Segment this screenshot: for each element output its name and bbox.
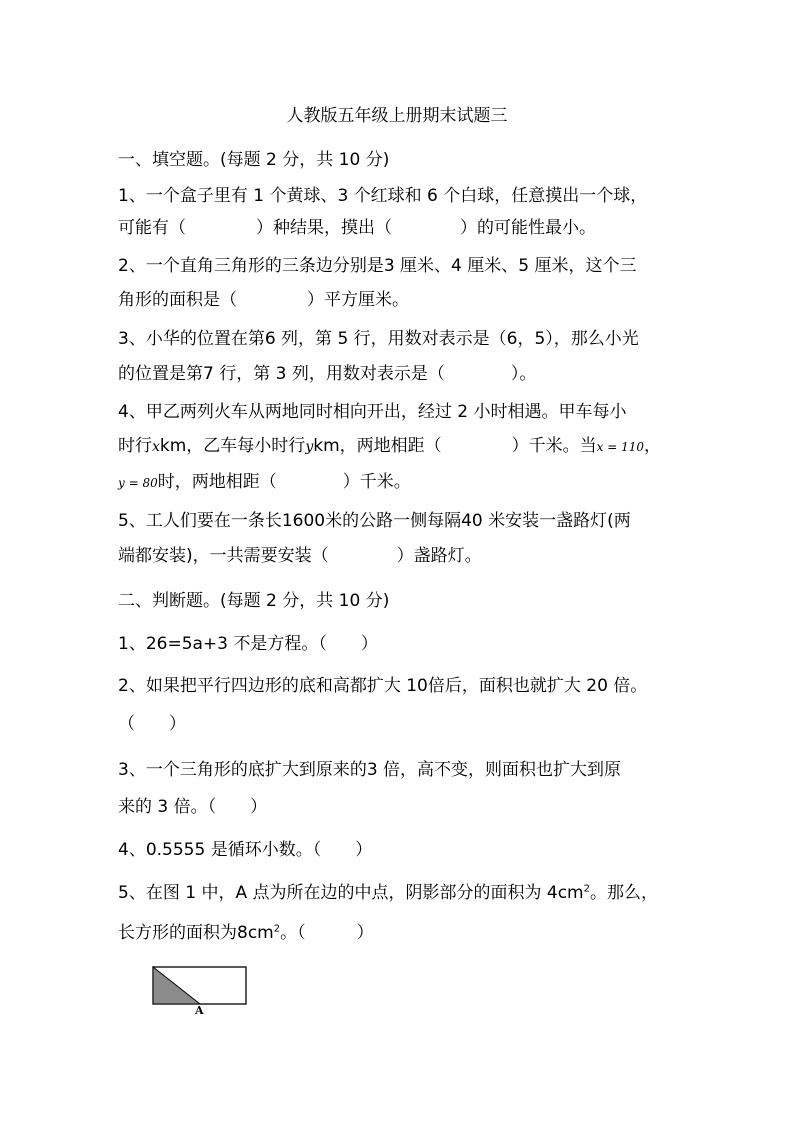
q5-text-a: 端都安装)，一共需要安装（	[118, 546, 329, 566]
judge-q5-text-b: 。那么，	[589, 883, 658, 903]
judge-q3-line2: 来的 3 倍。（ ）	[118, 797, 268, 817]
q5-line2	[118, 544, 482, 568]
judge-q5-line1	[118, 881, 658, 905]
q2-text-a: 角形的面积是（	[118, 290, 237, 310]
q4-text-c: km，两地相距（	[313, 436, 442, 456]
q4-var-x: x	[152, 439, 160, 455]
judge-q5-line2	[118, 921, 374, 945]
q4-text-b: km，乙车每小时行	[159, 436, 306, 456]
q5-line1: 5、工人们要在一条长1600米的公路一侧每隔40 米安装一盏路灯(两	[118, 511, 631, 531]
section2-heading: 二、判断题。(每题 2 分，共 10 分)	[118, 591, 390, 611]
q4-text-e: ，	[644, 436, 661, 456]
figure-rectangle	[152, 966, 248, 1006]
judge-q1: 1、26=5a+3 不是方程。（ ）	[118, 634, 378, 654]
point-a-label: A	[195, 1004, 204, 1017]
q4-line2	[118, 434, 661, 459]
q1-line2	[118, 216, 596, 240]
q5-text-b: ）盏路灯。	[396, 546, 482, 566]
q4-cond-x: x = 110	[596, 440, 644, 454]
q4-line3	[118, 470, 411, 495]
q1-text-a: 可能有（	[118, 218, 186, 238]
section1-heading: 一、填空题。(每题 2 分，共 10 分)	[118, 150, 390, 170]
q2-line2	[118, 288, 409, 312]
q4-text-a: 时行	[118, 436, 152, 456]
q2-text-b: ）平方厘米。	[307, 290, 409, 310]
q3-text-a: 的位置是第7 行，第 3 列，用数对表示是（	[118, 364, 445, 384]
q3-text-b: ）。	[510, 364, 537, 384]
q4-cond-y: y = 80	[118, 476, 158, 490]
q3-line1: 3、小华的位置在第6 列，第 5 行，用数对表示是（6，5），那么小光	[118, 329, 639, 349]
q4-text-d: ）千米。当	[511, 436, 597, 456]
q4-text-f: 时，两地相距（	[157, 472, 277, 492]
q1-line1: 1、一个盒子里有 1 个黄球、3 个红球和 6 个白球，任意摸出一个球，	[118, 186, 648, 206]
judge-q2-line2[interactable]: （ ）	[118, 714, 186, 734]
q3-line2	[118, 362, 536, 386]
judge-q5-text-a: 5、在图 1 中，A 点为所在边的中点，阴影部分的面积为 4cm	[118, 883, 584, 903]
page-title: 人教版五年级上册期末试题三	[286, 106, 508, 126]
judge-q3-line1: 3、一个三角形的底扩大到原来的3 倍，高不变，则面积也扩大到原	[118, 760, 622, 780]
q4-line1: 4、甲乙两列火车从两地同时相向开出，经过 2 小时相遇。甲车每小	[118, 402, 627, 422]
q1-text-c: ）的可能性最小。	[460, 218, 596, 238]
judge-q5-text-c: 长方形的面积为8cm	[118, 923, 274, 943]
judge-q2-line1: 2、如果把平行四边形的底和高都扩大 10倍后，面积也就扩大 20 倍。	[118, 676, 648, 696]
judge-q5-text-d: 。（ ）	[280, 923, 374, 943]
judge-q4: 4、0.5555 是循环小数。（ ）	[118, 840, 373, 860]
judge-q5-sup-1: 2	[583, 883, 590, 895]
q4-text-g: ）千米。	[342, 472, 411, 492]
q1-text-b: ）种结果，摸出（	[256, 218, 392, 238]
q4-var-y: y	[305, 439, 314, 455]
judge-q5-sup-2: 2	[273, 923, 281, 935]
q2-line1: 2、一个直角三角形的三条边分别是3 厘米、4 厘米、5 厘米，这个三	[118, 256, 637, 276]
